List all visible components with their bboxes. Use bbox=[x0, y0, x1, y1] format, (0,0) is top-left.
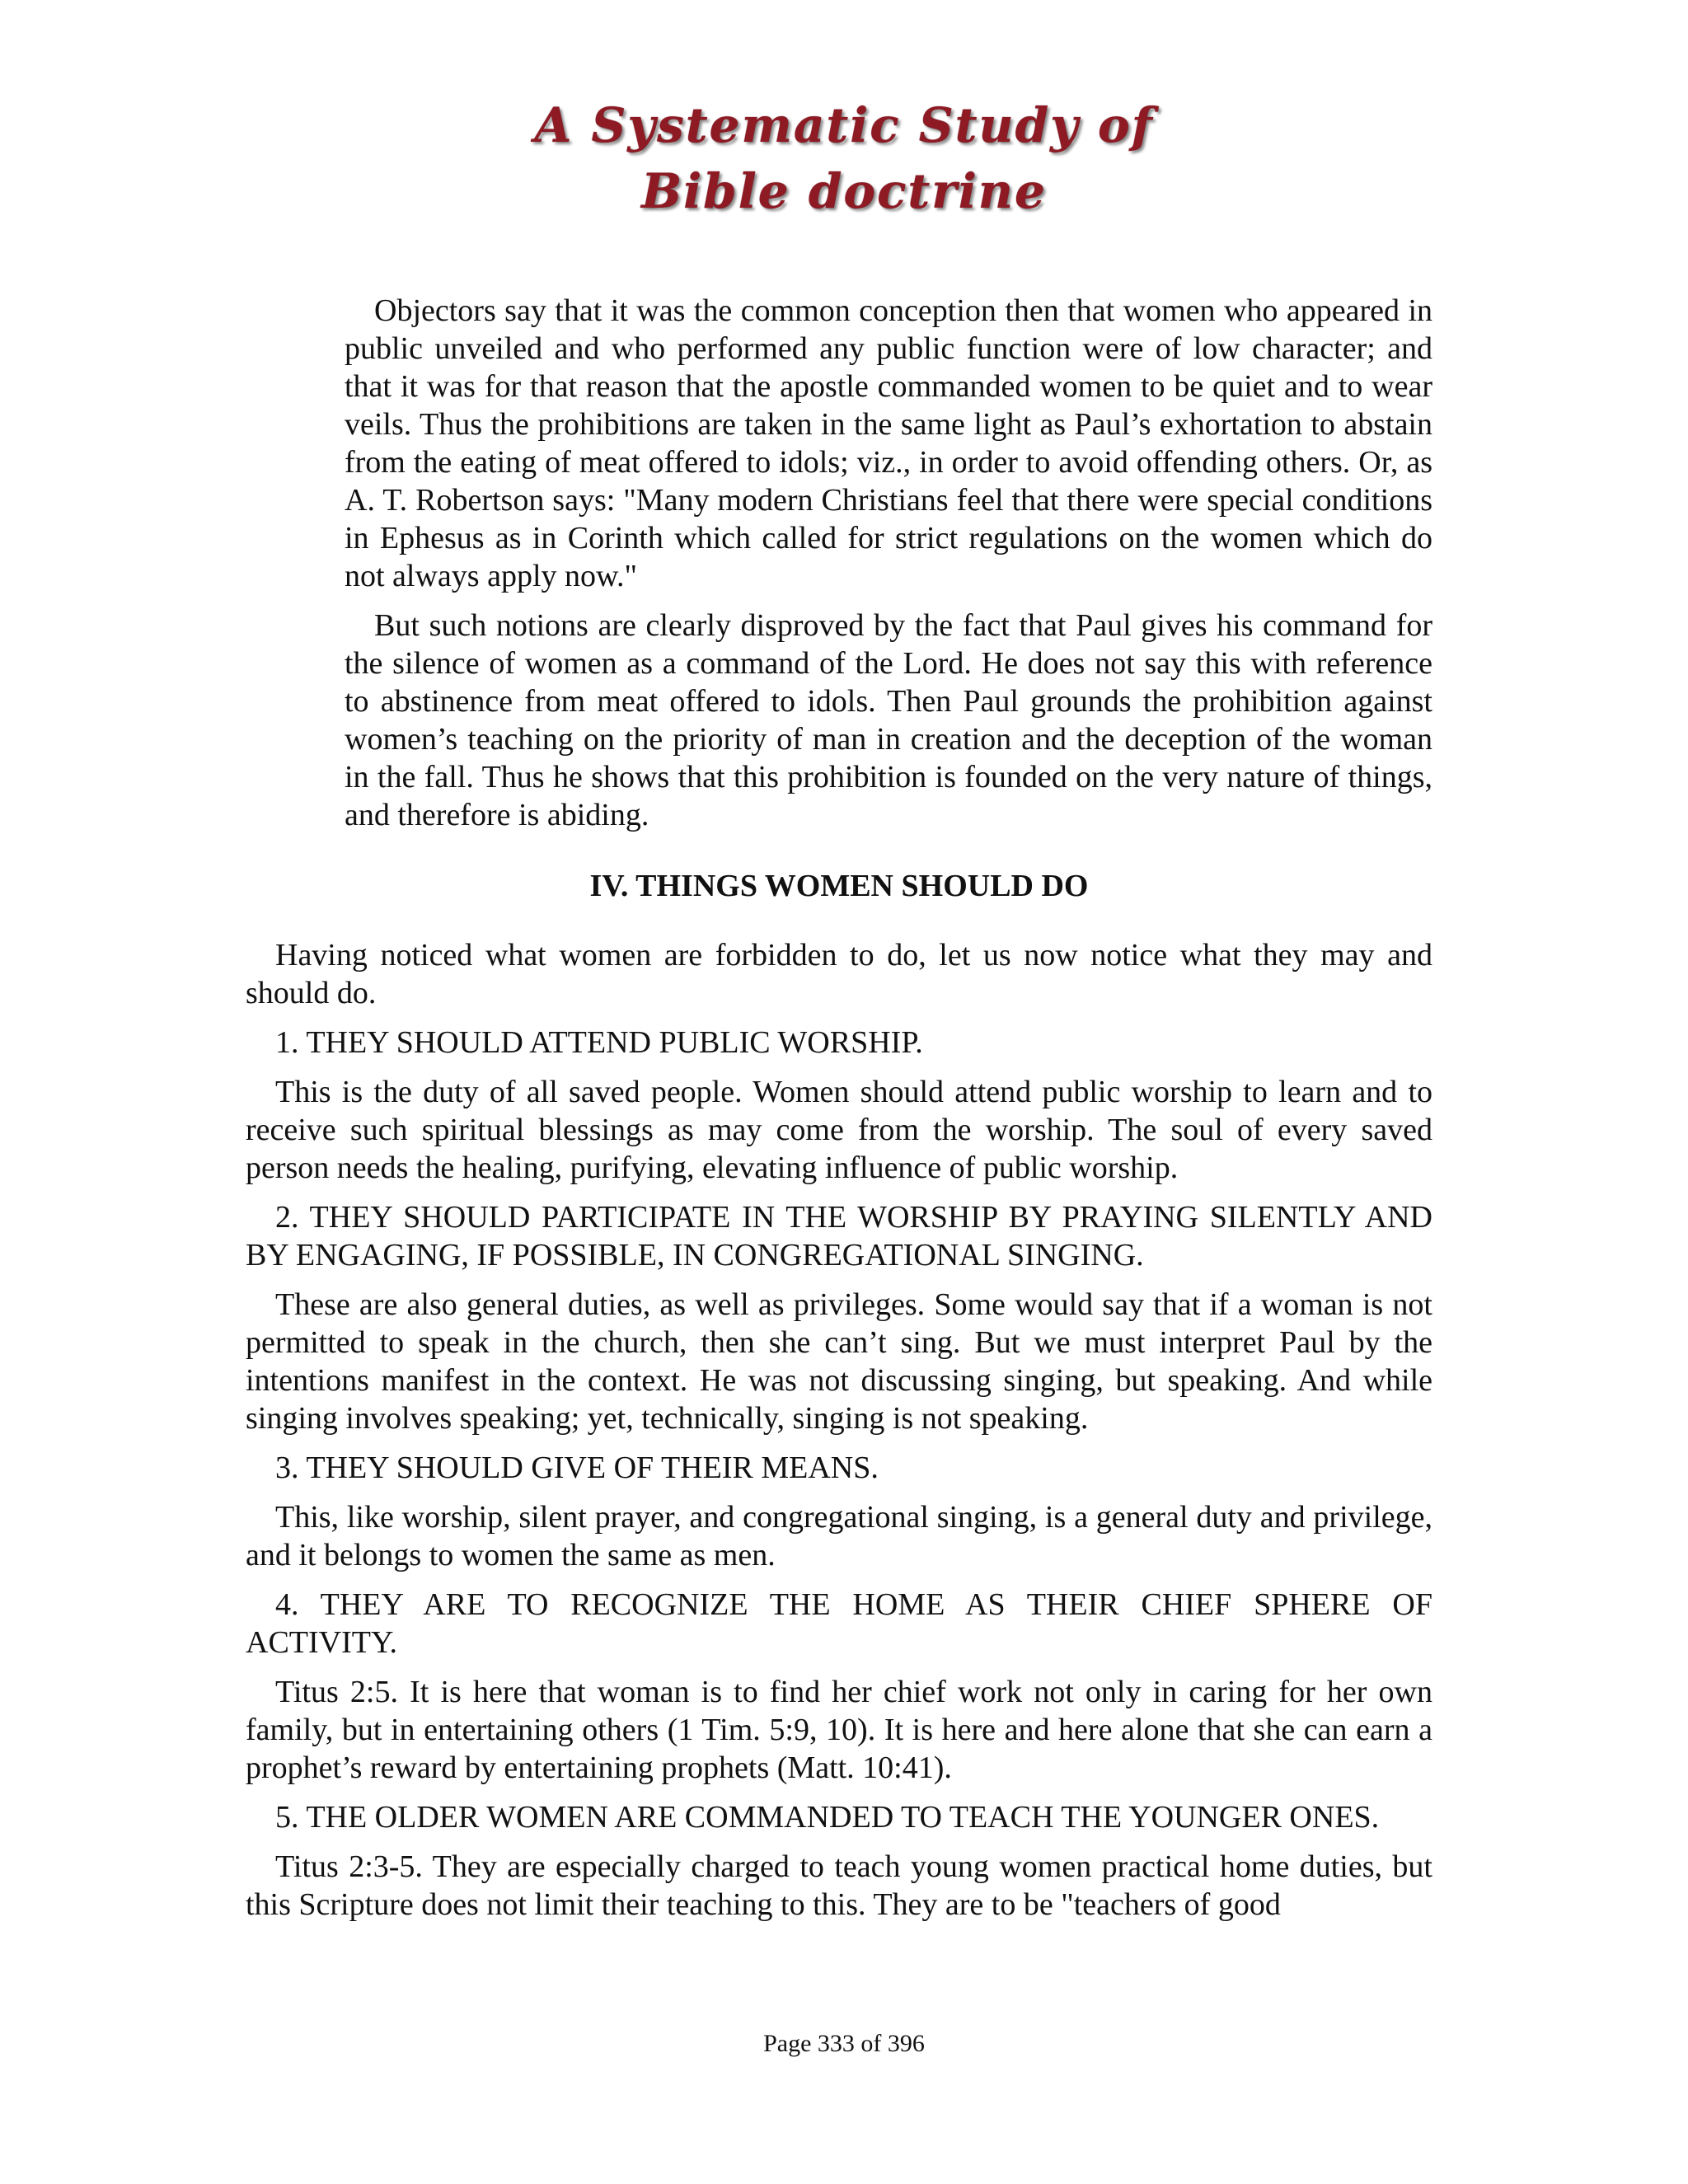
paragraph: Titus 2:3-5. They are especially charged to teach young women practical home duties, but this Scripture does not limit their teaching to this. They are to be "teachers of good bbox=[246, 1849, 1432, 1922]
list-heading: 4. THEY ARE TO RECOGNIZE THE HOME AS THEIR CHIEF SPHERE OF ACTIVITY. bbox=[246, 1587, 1432, 1660]
page-content bbox=[246, 292, 1432, 1935]
list-heading: 2. THEY SHOULD PARTICIPATE IN THE WORSHIP BY PRAYING SILENTLY AND BY ENGAGING, IF POSSIBLE, IN CONGREGATIONAL SINGING. bbox=[246, 1200, 1432, 1272]
paragraph: These are also general duties, as well as privileges. Some would say that if a woman is not permitted to speak in the church, then she can’t sing. But we must interpret Paul by the intentions manifest in the context. He was not discussing singing, but speaking. And while singing involves speaking; yet, technically, singing is not speaking. bbox=[246, 1287, 1432, 1436]
page-number: Page 333 of 396 bbox=[763, 2030, 925, 2057]
list-heading: 5. THE OLDER WOMEN ARE COMMANDED TO TEACH THE YOUNGER ONES. bbox=[275, 1800, 1380, 1835]
title-line-1: A Systematic Study of bbox=[534, 97, 1154, 153]
section-heading: IV. THINGS WOMEN SHOULD DO bbox=[589, 869, 1089, 903]
paragraph: Objectors say that it was the common conception then that women who appeared in public unveiled and who performed any public function were of low character; and that it was for that reason that the apostle commanded women to be quiet and to wear veils. Thus the prohibitions are taken in the same light as Paul’s exhortation to abstain from the eating of meat offered to idols; viz., in order to avoid offending others. Or, as A. T. Robertson says: "Many modern Christians feel that there were special conditions in Ephesus as in Corinth which called for strict regulations on the women which do not always apply now." bbox=[345, 293, 1432, 593]
paragraph: This is the duty of all saved people. Women should attend public worship to learn and to receive such spiritual blessings as may come from the worship. The soul of every saved person needs the healing, purifying, elevating influence of public worship. bbox=[246, 1075, 1432, 1185]
list-heading: 3. THEY SHOULD GIVE OF THEIR MEANS. bbox=[275, 1451, 879, 1485]
title-line-2: Bible doctrine bbox=[641, 163, 1047, 219]
list-heading: 1. THEY SHOULD ATTEND PUBLIC WORSHIP. bbox=[275, 1025, 923, 1060]
paragraph: This, like worship, silent prayer, and congregational singing, is a general duty and privilege, and it belongs to women the same as men. bbox=[246, 1500, 1432, 1572]
page-header-title bbox=[0, 92, 1688, 224]
indented-block bbox=[345, 292, 1432, 834]
paragraph: Titus 2:5. It is here that woman is to find her chief work not only in caring for her own family, but in entertaining others (1 Tim. 5:9, 10). It is here and here alone that she can earn a prophet’s reward by entertaining prophets (Matt. 10:41). bbox=[246, 1675, 1432, 1785]
paragraph: But such notions are clearly disproved by the fact that Paul gives his command for the silence of women as a command of the Lord. He does not say this with reference to abstinence from meat offered to idols. Then Paul grounds the prohibition against women’s teaching on the priority of man in creation and the deception of the woman in the fall. Thus he shows that this prohibition is founded on the very nature of things, and therefore is abiding. bbox=[345, 608, 1432, 832]
paragraph: Having noticed what women are forbidden to do, let us now notice what they may and should do. bbox=[246, 938, 1432, 1010]
